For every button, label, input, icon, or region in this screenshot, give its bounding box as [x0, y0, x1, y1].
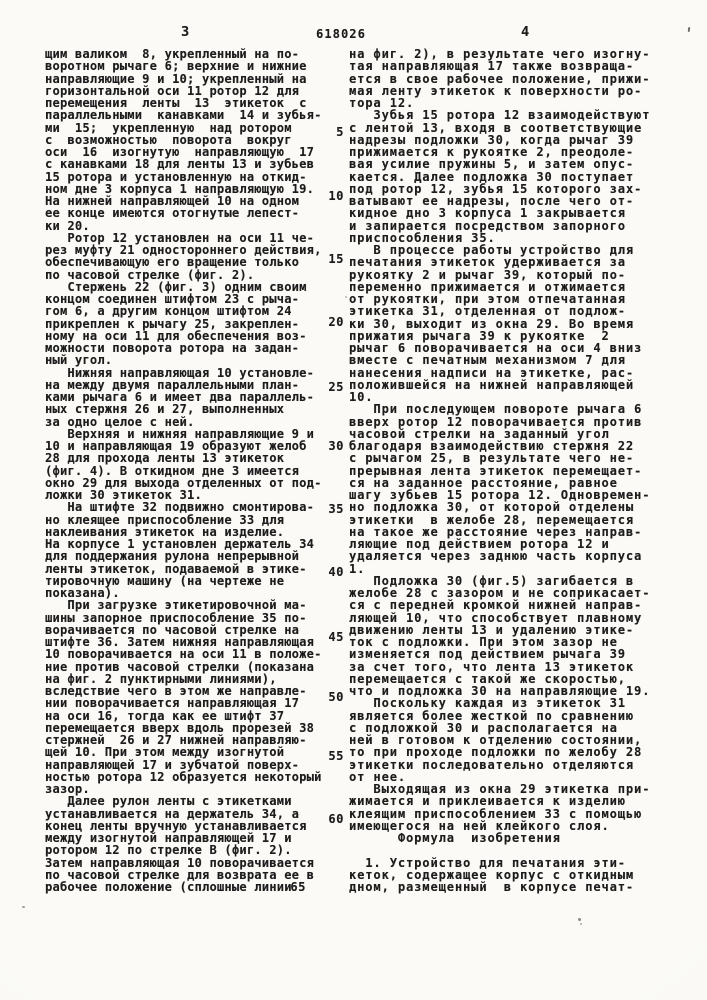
text-line: горизонтальной оси 11 ротор 12 для [45, 83, 300, 98]
left-page-number: 3 [181, 24, 190, 40]
text-line: Затем направляющая 10 поворачивается [45, 855, 315, 870]
text-line: вая усилие пружины 5, и затем опус- [349, 157, 635, 172]
text-line: удаляется через заднюю часть корпуса [349, 549, 643, 564]
text-line: печатания этикеток удерживается за [349, 255, 626, 270]
right-column [349, 48, 650, 893]
text-line: В процессе работы устройство для [349, 243, 635, 257]
text-line: положившейся на нижней направляющей [349, 377, 635, 392]
text-line: вместе с печатным механизмом 7 для [349, 353, 626, 368]
text-line: этикетки последовательно отделяются [349, 757, 635, 772]
text-line: ся с передней кромкой нижней направ- [349, 598, 643, 613]
text-line: При последующем повороте рычага 6 [349, 402, 643, 417]
text-line: дном, размещенный в корпусе печат- [349, 880, 635, 894]
text-line: показана). [45, 586, 120, 600]
text-line: этикетки в желобе 28, перемещается [349, 512, 635, 527]
right-page-number: 4 [521, 24, 530, 40]
scan-speck [578, 918, 581, 921]
text-line: ки 30, выходит из окна 29. Во время [349, 316, 635, 331]
text-line: переменно прижимается и отжимается [349, 279, 626, 294]
text-line: но подложка 30, от которой отделены [349, 500, 635, 515]
text-line: вследствие чего в этом же направле- [45, 684, 307, 698]
line-number: 35 [328, 502, 344, 516]
line-number: 55 [328, 749, 344, 763]
line-number: 10 [328, 189, 344, 203]
text-line: по часовой стрелке для возврата ее в [45, 867, 315, 882]
text-line: ному на оси 11 для обеспечения воз- [45, 328, 307, 343]
text-line: ных стержня 26 и 27, выполненных [45, 402, 285, 417]
text-line: На штифте 32 подвижно смонтирова- [45, 500, 315, 515]
text-line: Формула изобретения [349, 831, 561, 845]
text-line: тора 12. [349, 96, 415, 110]
text-line: ки 20. [45, 218, 90, 233]
line-number: 20 [328, 315, 344, 329]
text-line: с возможностью поворота вокруг [45, 132, 292, 147]
line-number: 5 [336, 125, 344, 139]
text-line: по часовой стрелке (фиг. 2). [45, 267, 255, 282]
text-line: рез муфту 21 одностороннего действия, [45, 243, 322, 257]
text-line: прикреплен к рычагу 25, закреплен- [45, 316, 300, 331]
text-line: с подложкой 30 и располагается на [349, 720, 618, 735]
text-line: движению ленты 13 и удалению этике- [349, 622, 635, 637]
text-line: ся на заданное расстояние, равное [349, 475, 618, 490]
line-number: 50 [328, 690, 344, 704]
text-line: ротором 12 по стрелке В (фиг. 2). [45, 843, 292, 858]
text-line: Зубья 15 ротора 12 взаимодействуют [349, 108, 651, 123]
text-line: 10 и направляющая 19 образуют желоб [45, 439, 307, 453]
text-line: Подложка 30 (фиг.5) загибается в [349, 573, 635, 588]
text-line: нанесения надписи на этикетке, рас- [349, 365, 635, 380]
line-number: 40 [328, 565, 344, 579]
text-line: обеспечивающую его вращение только [45, 255, 300, 270]
text-line: щим валиком 8, укрепленный на по- [45, 47, 300, 61]
text-line: за одно целое с ней. [45, 414, 195, 429]
text-line: нии поворачивается направляющая 17 [45, 696, 300, 711]
text-line: концом соединен штифтом 23 с рыча- [45, 292, 300, 306]
scan-speck [345, 296, 347, 298]
text-line: (фиг. 4). В откидном дне 3 имеется [45, 463, 300, 478]
text-line: шагу зубьев 15 ротора 12. Одновремен- [349, 488, 651, 502]
text-line: ляющие под действием ротора 12 и [349, 537, 610, 551]
text-line: надрезы подложки 30, когда рычаг 39 [349, 132, 635, 147]
text-line: шины запорное приспособление 35 по- [45, 610, 307, 625]
text-line: При загрузке этикетировочной ма- [45, 598, 307, 613]
text-line: гом 6, а другим концом штифтом 24 [45, 304, 292, 319]
text-line: устанавливается на держатель 34, а [45, 806, 300, 821]
text-line: 1. Устройство для печатания эти- [349, 855, 626, 870]
text-line: Ротор 12 установлен на оси 11 че- [45, 230, 315, 245]
text-line: этикетка 31, отделенная от подлож- [349, 304, 626, 319]
text-line: перемещается вверх вдоль прорезей 38 [45, 720, 315, 735]
text-line: 1. [349, 561, 366, 576]
text-line: ворачивается по часовой стрелке на [45, 622, 300, 637]
text-line: от рукоятки, при этом отпечатанная [349, 292, 626, 306]
scan-speck [580, 923, 582, 925]
text-line: зазор. [45, 782, 90, 796]
text-line: и запирается посредством запорного [349, 218, 626, 233]
text-line: ется в свое рабочее положение, прижи- [349, 71, 651, 86]
text-line: тировочную машину (на чертеже не [45, 573, 285, 588]
text-line: ками рычага 6 и имеет два параллель- [45, 390, 315, 404]
text-line: с лентой 13, входя в соответствующие [349, 120, 643, 135]
line-number: 15 [328, 252, 344, 266]
text-line: ностью ротора 12 образуется некоторый [45, 769, 322, 784]
line-number: 65 [290, 880, 306, 894]
text-line: Выходящая из окна 29 этикетка при- [349, 782, 651, 796]
text-line: Поскольку каждая из этикеток 31 [349, 696, 626, 711]
text-line: прерывная лента этикеток перемещает- [349, 463, 643, 478]
text-line: жимается и приклеивается к изделию [349, 794, 626, 809]
text-line: ватывают ее надрезы, после чего от- [349, 194, 635, 208]
text-line [349, 844, 650, 856]
text-line: с рычагом 25, в результате чего не- [349, 451, 635, 466]
text-line: ней в готовом к отделению состоянии, [349, 733, 643, 747]
text-line: прижатия рычага 39 к рукоятке 2 [349, 328, 610, 343]
text-line: изменяется под действием рычага 39 [349, 647, 626, 662]
text-line: клеящим приспособлением 33 с помощью [349, 806, 643, 821]
text-line: стержней 26 и 27 нижней направляю- [45, 733, 307, 747]
text-line: вверх ротор 12 поворачивается против [349, 414, 643, 429]
line-number: 30 [328, 439, 344, 453]
line-number: 60 [328, 812, 344, 826]
text-line: на оси 16, тогда как ее штифт 37 [45, 708, 285, 723]
text-line: ляющей 10, что способствует плавному [349, 610, 643, 625]
text-line: ние против часовой стрелки (показана [45, 659, 315, 674]
text-line: ложки 30 этикеток 31. [45, 488, 202, 502]
line-number: 25 [328, 380, 344, 394]
text-line: от нее. [349, 769, 407, 784]
text-line: перемещения ленты 13 этикеток с [45, 96, 307, 110]
text-line: направляющей 17 и зубчатой поверх- [45, 757, 300, 772]
text-line: между изогнутой направляющей 17 и [45, 831, 292, 845]
text-line: на такое же расстояние через направ- [349, 524, 643, 539]
text-line: перемещается с такой же скоростью, [349, 671, 626, 686]
text-line: ном дне 3 корпуса 1 направляющую 19. [45, 181, 315, 196]
text-line: ее конце имеются отогнутые лепест- [45, 206, 300, 221]
text-line: благодаря взаимодействию стержня 22 [349, 439, 635, 453]
text-line: на фиг. 2 пунктирными линиями), [45, 671, 277, 686]
text-line: штифте 36. Затем нижняя направляющая [45, 635, 315, 649]
text-line: приспособления 35. [349, 230, 496, 245]
text-line: На нижней направляющей 10 на одном [45, 194, 300, 208]
text-line: направляющие 9 и 10; укрепленный на [45, 71, 307, 86]
text-line: Верхняя и нижняя направляющие 9 и [45, 426, 315, 441]
text-line: Нижняя направляющая 10 установле- [45, 365, 315, 380]
text-line: рычаг 6 поворачивается на оси 4 вниз [349, 341, 643, 355]
text-line: имеющегося на ней клейкого слоя. [349, 818, 610, 833]
text-line: кидное дно 3 корпуса 1 закрывается [349, 206, 626, 221]
text-line: рабочее положение (сплошные линии [45, 880, 292, 894]
patent-number: 618026 [316, 27, 366, 41]
left-column [45, 48, 322, 893]
text-line: ми 15; укрепленную над ротором [45, 120, 292, 135]
text-line: часовой стрелки на заданный угол [349, 426, 610, 441]
text-line: под ротор 12, зубья 15 которого зах- [349, 181, 643, 196]
text-line: является более жесткой по сравнению [349, 708, 635, 723]
text-line: на фиг. 2), в результате чего изогну- [349, 47, 651, 61]
text-line: рукоятку 2 и рычаг 39, который по- [349, 267, 626, 282]
line-number: 45 [328, 630, 344, 644]
text-line: параллельными канавками 14 и зубья- [45, 108, 322, 123]
text-line: кается. Далее подложка 30 поступает [349, 169, 635, 184]
text-line: но клеящее приспособление 33 для [45, 512, 285, 527]
scan-speck [688, 27, 691, 32]
text-line: окно 29 для выхода отделенных от под- [45, 475, 322, 490]
text-line: конец ленты вручную устанавливается [45, 818, 307, 833]
text-line: что и подложка 30 на направляющие 19. [349, 684, 651, 698]
text-line: На корпусе 1 установлен держатель 34 [45, 537, 315, 551]
text-line: Стержень 22 (фиг. 3) одним своим [45, 279, 307, 294]
text-line: кеток, содержащее корпус с откидным [349, 867, 635, 882]
text-line: оси 16 изогнутую направляющую 17 [45, 145, 315, 159]
text-line: прижимается к рукоятке 2, преодоле- [349, 145, 635, 159]
text-line: с канавками 18 для ленты 13 и зубьев [45, 157, 315, 172]
scan-speck [22, 906, 25, 908]
text-line: 15 ротора и установленную на откид- [45, 169, 307, 184]
text-line: за счет того, что лента 13 этикеток [349, 659, 635, 674]
text-line: на между двумя параллельными план- [45, 377, 300, 392]
text-line: 10. [349, 390, 374, 404]
text-line: то при проходе подложки по желобу 28 [349, 745, 643, 760]
text-line: щей 10. При этом между изогнутой [45, 745, 285, 760]
text-line: воротном рычаге 6; верхние и нижние [45, 59, 307, 74]
text-line: можности поворота ротора на задан- [45, 341, 300, 355]
text-line: мая ленту этикеток к поверхности ро- [349, 83, 643, 98]
text-line: ный угол. [45, 353, 113, 368]
text-line: для поддержания рулона непрерывной [45, 549, 300, 564]
text-line: 28 для прохода ленты 13 этикеток [45, 451, 285, 466]
text-line: тая направляющая 17 также возвраща- [349, 59, 635, 74]
text-line: 10 поворачивается на оси 11 в положе- [45, 647, 322, 662]
text-line: Далее рулон ленты с этикетками [45, 794, 292, 809]
text-line: ленты этикеток, подаваемой в этике- [45, 561, 307, 576]
text-line: желобе 28 с зазором и не соприкасает- [349, 586, 651, 600]
text-line: ток с подложки. При этом зазор не [349, 635, 618, 649]
text-line: наклеивания этикеток на изделие. [45, 524, 285, 539]
